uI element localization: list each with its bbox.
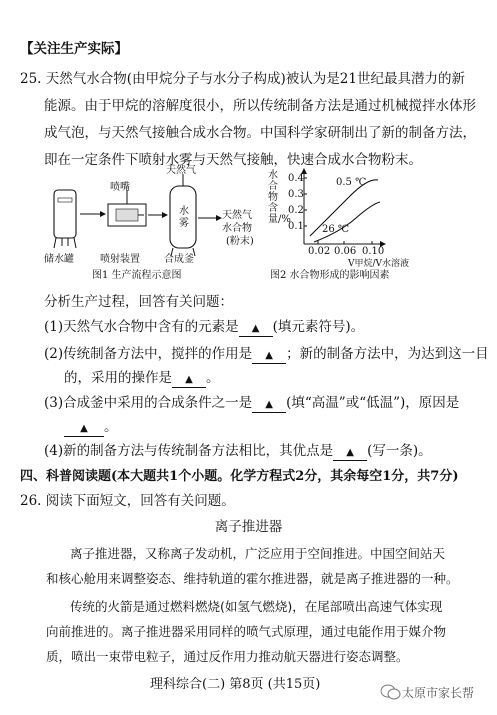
water-tank-icon	[54, 190, 76, 248]
fig2-ytick-2: 0.2	[288, 205, 304, 216]
answer-blank: ▲	[64, 422, 104, 437]
q25-line-2: 能源。由于甲烷的溶解度很小，所以传统制备方法是通过机械搅拌水体形	[44, 98, 476, 114]
fig2-xtick-0: 0.02	[308, 246, 331, 257]
answer-blank: ▲	[333, 446, 367, 461]
q25-sub2-line2: 的，采用的操作是 ▲ 。	[64, 370, 220, 386]
spray-device-icon	[108, 190, 146, 226]
fig2-label-lo: 26 ℃	[322, 224, 350, 235]
q25-sub1: (1)天然气水合物中含有的元素是 ▲ (填元素符号)。	[44, 319, 365, 335]
fig2-xlabel: V甲烷/V水溶液	[348, 259, 410, 269]
fig2-xtick-2: 0.10	[362, 246, 385, 257]
fig1-product-line-2: 水合物	[222, 223, 252, 234]
fig1-product-line-3: (粉末)	[226, 236, 254, 247]
q25-sub3: (3)合成釜中采用的合成条件之一是 ▲ (填“高温”或“低温”)，原因是	[44, 395, 460, 411]
q26-title: 离子推进器	[214, 519, 283, 535]
answer-blank: ▲	[252, 398, 286, 413]
fig1-label-tank: 储水罐	[44, 254, 74, 265]
answer-blank: ▲	[239, 322, 273, 337]
fig2-ytick-1: 0.3	[288, 189, 304, 200]
q26-para1-line2: 和核心舱用来调整姿态、维持轨道的霍尔推进器，就是离子推进器的一种。	[46, 571, 459, 586]
q25-sub3-line2: ▲ 。	[64, 418, 118, 437]
fig2-caption: 图2 水合物形成的影响因素	[270, 270, 390, 281]
fig1-caption: 图1 生产流程示意图	[92, 270, 182, 281]
answer-blank: ▲	[172, 373, 206, 388]
fig1-label-kettle: 合成釜	[164, 254, 194, 265]
fig1-label-gas: 天然气	[166, 165, 196, 176]
fig1-label-mist: 水 雾	[179, 206, 189, 229]
section-tag: 【关注生产实际】	[20, 41, 128, 57]
q26-intro: 26. 阅读下面短文，回答有关问题。	[20, 493, 235, 509]
fig1-label-spray: 喷射装置	[100, 254, 140, 265]
q26-para2-line3: 质，喷出一束带电粒子，通过反作用力推动航天器进行姿态调整。	[46, 649, 409, 664]
wechat-icon	[380, 683, 402, 701]
fig2-xtick-1: 0.06	[334, 246, 357, 257]
fig2-label-hi: 0.5 ℃	[336, 177, 367, 188]
q26-para2-line1: 传统的火箭是通过燃料燃烧(如氢气燃烧)，在尾部喷出高速气体实现	[70, 599, 443, 614]
fig2-ytick-3: 0.1	[288, 221, 304, 232]
page-footer: 理科综合(二) 第8页 (共15页)	[150, 677, 321, 692]
fig1-label-nozzle: 喷嘴	[110, 182, 130, 193]
fig2-ytick-0: 0.4	[288, 173, 304, 184]
watermark	[380, 683, 474, 701]
watermark-text: 太原市家长帮	[402, 685, 475, 700]
section-4-heading: 四、科普阅读题(本大题共1个小题。化学方程式2分，其余每空1分，共7分)	[20, 469, 459, 484]
q25-sub2: (2)传统制备方法中，搅拌的作用是 ▲ ；新的制备方法中，为达到这一目	[44, 346, 489, 362]
fig2-ylabel: 水合物含量/%	[268, 170, 291, 225]
q25-line-4: 即在一定条件下喷射水雾与天然气接触，快速合成水合物粉末。	[44, 152, 422, 168]
q25-line-3: 成气泡，与天然气接触合成水合物。中国科学家研制出了新的制备方法，	[44, 125, 476, 141]
q26-para2-line2: 向前推进的。离子推进器采用同样的喷气式原理，通过电能作用于媒介物	[46, 624, 447, 639]
q25-prompt: 分析生产过程，回答有关问题：	[44, 294, 233, 310]
answer-blank: ▲	[252, 349, 286, 364]
q25-sub4: (4)新的制备方法与传统制备方法相比，其优点是 ▲ (写一条)。	[44, 443, 432, 459]
q26-para1-line1: 离子推进器，又称离子发动机，广泛应用于空间推进。中国空间站天	[70, 546, 446, 561]
fig1-product-line-1: 天然气	[222, 210, 252, 221]
q25-line-1: 25. 天然气水合物(由甲烷分子与水分子构成)被认为是21世纪最具潜力的新	[20, 71, 465, 87]
